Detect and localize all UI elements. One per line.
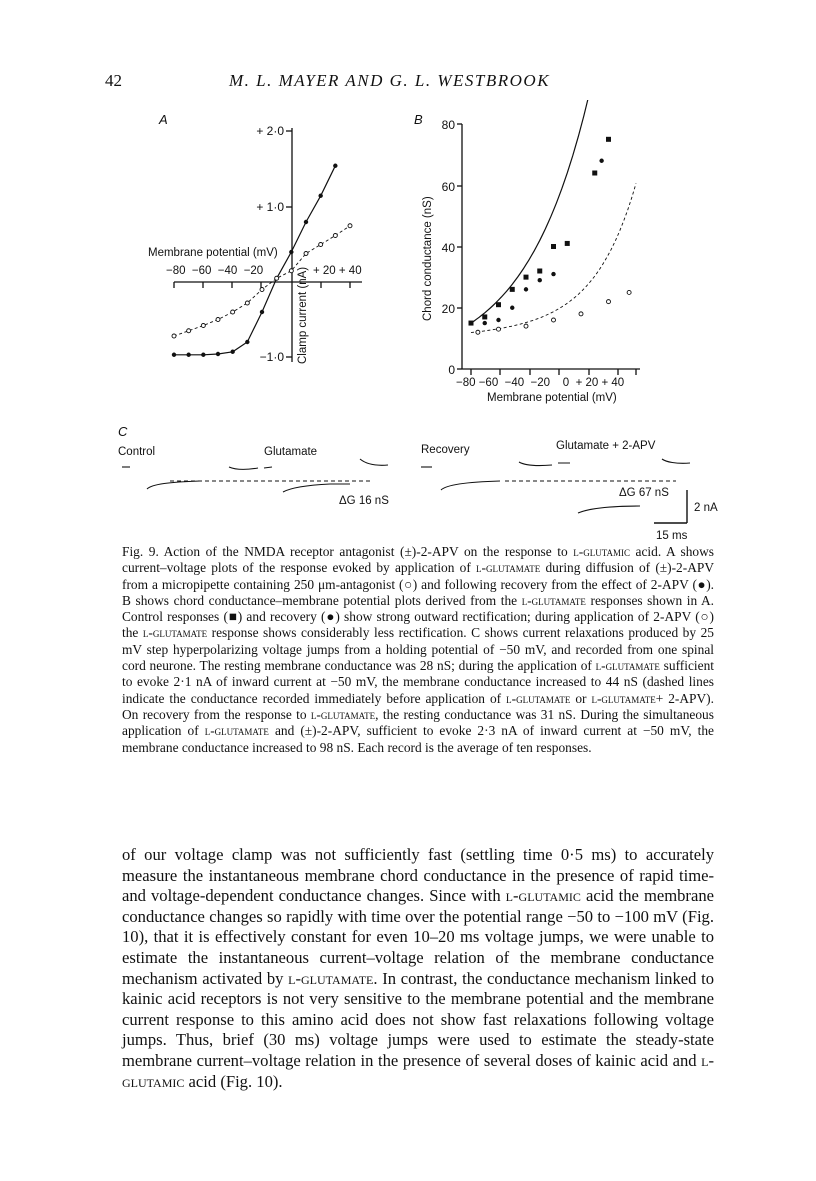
panel-c-label: C xyxy=(118,424,128,439)
panel-b-ytick-20: 20 xyxy=(441,302,455,316)
trace-apv-return xyxy=(662,459,690,463)
delta-g-glutamate: ΔG 16 nS xyxy=(339,495,389,507)
panel-a-xticks-negative: −80 −60 −40 −20 xyxy=(166,265,264,277)
page-number: 42 xyxy=(105,71,122,90)
panel-b-series-1-point-3 xyxy=(524,287,528,291)
panel-b-y-title: Chord conductance (nS) xyxy=(422,196,434,321)
panel-b-series-0-point-9 xyxy=(606,137,611,142)
panel-b-series-0-point-4 xyxy=(524,275,529,280)
trace-control-jump xyxy=(147,481,200,489)
panel-b-ytick-0: 0 xyxy=(448,363,455,377)
panel-b-series-0-point-5 xyxy=(537,269,542,274)
panel-a-series-0-point-4 xyxy=(230,350,234,354)
panel-a-label: A xyxy=(159,112,168,127)
panel-a-series-0-point-2 xyxy=(201,353,205,357)
panel-c-label-control: Control xyxy=(118,446,156,458)
panel-a-series-1-point-3 xyxy=(216,318,220,322)
panel-b-series-1-point-6 xyxy=(599,159,603,163)
panel-b-ytick-40: 40 xyxy=(441,241,455,255)
panel-a-series-0-point-9 xyxy=(304,220,308,224)
panel-b-series-0-point-3 xyxy=(510,287,515,292)
panel-b-series-0-point-7 xyxy=(565,241,570,246)
panel-a-series-0-point-5 xyxy=(245,340,249,344)
panel-a-series-1-point-0 xyxy=(172,334,176,338)
panel-b-series-2-point-0 xyxy=(476,330,480,334)
trace-recovery-jump xyxy=(441,481,500,490)
panel-a-xticks-positive: + 20 + 40 xyxy=(313,265,362,277)
body-paragraph: of our voltage clamp was not sufficiently fast (settling time 0·5 ms) to accurately measure the instantaneous membrane chord conductance in the presence of rapid time- and voltage-dependent conductance changes. Since with l-glutamic acid the membrane conductance changes so rapidly with time over the potential range −50 to −100 mV (Fig. 10), that it is effectively constant for even 10–20 ms voltage jumps, we were unable to estimate the instantaneous current–voltage relation of the membrane conductance mechanism activated by l-glutamate. In contrast, the conductance mechanism linked to kainic acid receptors is not very sensitive to the membrane potential and the membrane current response to this amino acid does not show fast relaxations following voltage jumps. Thus, brief (30 ms) voltage jumps were used to estimate the steady-state membrane current–voltage relation in the presence of several doses of kainic acid and l-glutamic acid (Fig. 10). xyxy=(122,845,714,1091)
panel-b-series-1-point-2 xyxy=(510,306,514,310)
panel-b-label: B xyxy=(414,112,423,127)
panel-b-x-title: Membrane potential (mV) xyxy=(487,392,617,404)
panel-b-series-0-point-0 xyxy=(469,321,474,326)
panel-c-label-recovery: Recovery xyxy=(421,444,470,456)
panel-a-series-0-point-10 xyxy=(318,194,322,198)
panel-a-series-1-point-11 xyxy=(333,234,337,238)
panel-b-fit-apv xyxy=(471,183,636,332)
panel-a-x-title: Membrane potential (mV) xyxy=(148,247,278,259)
panel-a-series-1-line xyxy=(174,226,350,336)
panel-c-traces xyxy=(122,459,690,513)
panel-a-series-1-point-5 xyxy=(245,301,249,305)
panel-b-ytick-60: 60 xyxy=(441,180,455,194)
trace-glutamate-return xyxy=(360,459,388,465)
panel-c-label-glutamate-apv: Glutamate + 2-APV xyxy=(556,440,656,452)
panel-b-series-1-point-1 xyxy=(496,318,500,322)
trace-glutamate-holding xyxy=(229,467,272,469)
panel-a-series-1-point-4 xyxy=(231,310,235,314)
trace-apv-holding xyxy=(519,462,570,466)
panel-b-axes xyxy=(457,124,640,375)
panel-b-fit-control xyxy=(471,100,611,323)
panel-a-series-1-point-2 xyxy=(201,324,205,328)
panel-b-series-0-point-8 xyxy=(592,171,597,176)
panel-b-series-2-point-5 xyxy=(607,300,611,304)
panel-b-series-2-point-6 xyxy=(627,290,631,294)
panel-a-ytick-neg1: −1·0 xyxy=(259,350,284,364)
panel-a-series-0-point-6 xyxy=(260,310,264,314)
delta-g-apv: ΔG 67 nS xyxy=(619,487,669,499)
panel-b-series-0-point-2 xyxy=(496,302,501,307)
panel-b-series-0-point-6 xyxy=(551,244,556,249)
panel-a-ytick-1: + 1·0 xyxy=(256,200,284,214)
panel-b-series-2-point-4 xyxy=(579,312,583,316)
scale-current-label: 2 nA xyxy=(694,502,718,514)
panel-b-plot xyxy=(469,100,637,334)
panel-a-series-1-point-8 xyxy=(289,269,293,273)
panel-a-series-1-point-10 xyxy=(319,243,323,247)
panel-b-series-0-point-1 xyxy=(482,314,487,319)
panel-a-series-0-point-11 xyxy=(333,164,337,168)
panel-b-series-2-point-1 xyxy=(497,327,501,331)
panel-a-series-0-point-1 xyxy=(186,353,190,357)
running-header-authors: M. L. MAYER AND G. L. WESTBROOK xyxy=(229,71,551,90)
panel-a-series-1-point-9 xyxy=(304,252,308,256)
panel-b-series-2-point-3 xyxy=(552,318,556,322)
panel-b-ytick-80: 80 xyxy=(441,118,455,132)
panel-b-series-1-point-0 xyxy=(483,321,487,325)
panel-a-series-0-line xyxy=(174,166,335,355)
panel-a-series-0-point-3 xyxy=(216,352,220,356)
figure-caption: Fig. 9. Action of the NMDA receptor antagonist (±)-2-APV on the response to l-glutamic acid. A shows current–voltage plots of the response evoked by application of l-glutamate during diffusion of (±)-2-APV from a micropipette containing 250 μm-antagonist (○) and following recovery from the effect of 2-APV (●). B shows chord conductance–membrane potential plots derived from the l-glutamate responses shown in A. Control responses (■) and recovery (●) show strong outward rectification; during application of 2-APV (○) the l-glutamate response shows considerably less rectification. C shows current relaxations produced by 25 mV step hyperpolarizing voltage jumps from a holding potential of −50 mV, and recorded from one spinal cord neurone. The resting membrane conductance was 28 nS; during the application of l-glutamate sufficient to evoke 2·1 nA of inward current at −50 mV, the membrane conductance increased to 44 nS (dashed lines indicate the conductance recorded immediately before application of l-glutamate or l-glutamate+ 2-APV). On recovery from the response to l-glutamate, the resting conductance was 31 nS. During the simultaneous application of l-glutamate and (±)-2-APV, sufficient to evoke 2·3 nA of inward current at −50 mV, the membrane conductance increased to 98 nS. Each record is the average of ten responses. xyxy=(122,544,714,755)
panel-b-series-1-point-5 xyxy=(551,272,555,276)
panel-a-series-1-point-12 xyxy=(348,224,352,228)
panel-a-series-0-point-0 xyxy=(172,353,176,357)
panel-a-series-0-point-8 xyxy=(289,250,293,254)
panel-a-plot xyxy=(172,164,352,357)
panel-a-ytick-2: + 2·0 xyxy=(256,124,284,138)
scale-time-label: 15 ms xyxy=(656,530,688,542)
trace-glutamate-jump xyxy=(283,484,350,492)
panel-b-xticks: −80 −60 −40 −20 0 + 20 + 40 xyxy=(456,377,625,389)
panel-a-series-1-point-7 xyxy=(275,276,279,280)
figure-9 xyxy=(0,100,816,550)
panel-b-series-1-point-4 xyxy=(538,278,542,282)
trace-apv-jump xyxy=(578,506,640,513)
panel-a-series-1-point-1 xyxy=(187,329,191,333)
panel-a-series-1-point-6 xyxy=(260,288,264,292)
panel-b-series-2-point-2 xyxy=(524,324,528,328)
panel-c-label-glutamate: Glutamate xyxy=(264,446,318,458)
panel-a-y-title: Clamp current (nA) xyxy=(297,266,309,364)
